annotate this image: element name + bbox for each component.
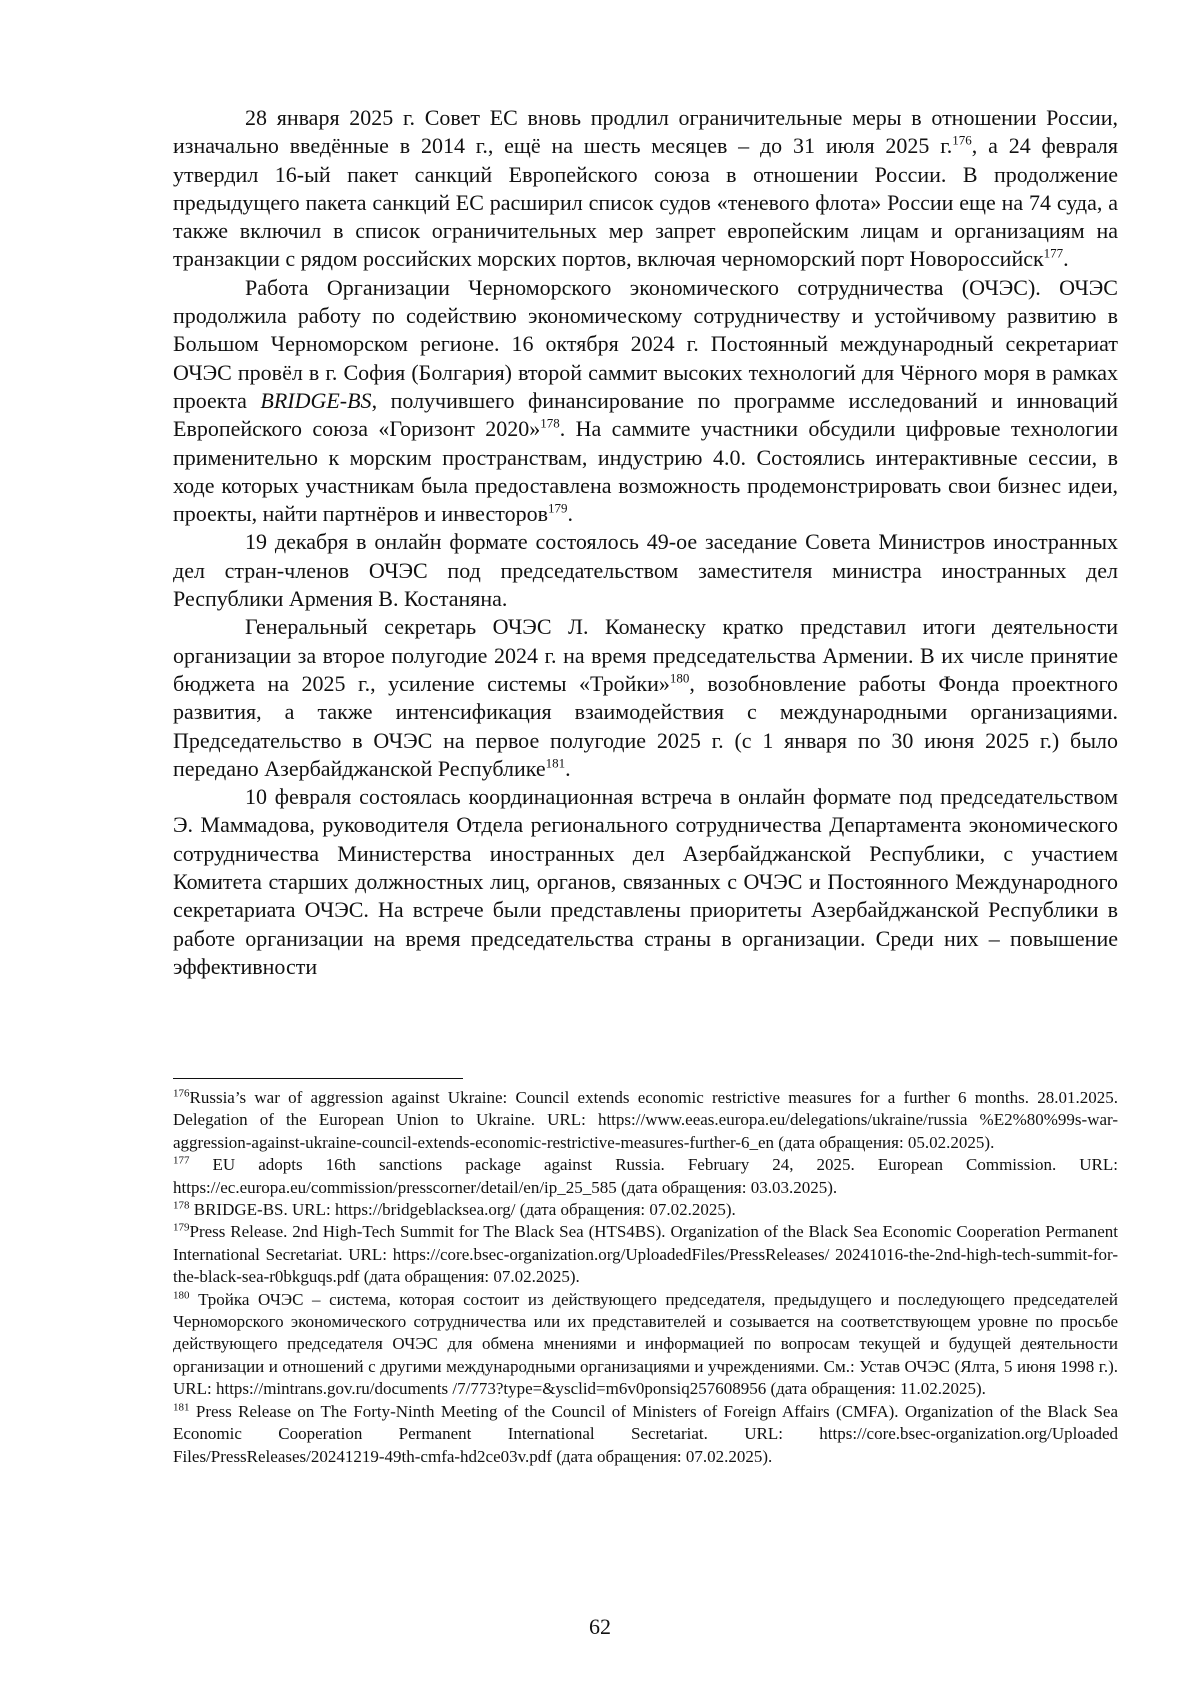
body-paragraph [173, 783, 1118, 981]
footnote-number: 176 [173, 1087, 190, 1100]
paragraph-text: 19 декабря в онлайн формате состоялось 49-ое заседание Совета Министров иностранных дел стран-членов ОЧЭС под председательством заместителя министра иностранных дел Республики Армения В. Костаняна. [173, 529, 1118, 612]
footnotes-section [173, 1078, 1118, 1468]
paragraph-text: , получившего финансирование по программе исследований и инноваций Европейского союза «Горизонт 2020» [173, 387, 1118, 442]
body-paragraph [173, 274, 1118, 529]
footnote-divider [173, 1078, 463, 1079]
project-name: BRIDGE-BS [260, 387, 372, 413]
paragraph-text: . [567, 501, 573, 527]
paragraph-text: 10 февраля состоялась координационная встреча в онлайн формате под председательством Э. Маммадова, руководителя Отдела регионального сотрудничества Департамента экономического сотрудничества Министерства иностранных дел Азербайджанской Республики, с участием Комитета старших должностных лиц, органов, связанных с ОЧЭС и Постоянного Международного секретариата ОЧЭС. На встрече были представлены приоритеты Азербайджанской Республики в работе организации на время председательства страны в организации. Среди них – повышение эффективности [173, 784, 1118, 979]
footnote-reference[interactable]: 177 [1043, 246, 1064, 262]
footnote-text: Тройка ОЧЭС – система, которая состоит из действующего председателя, предыдущего и последующего председателей Черноморского экономического сотрудничества или их представителей и созывается на соответствующем уровне по просьбе действующего председателя ОЧЭС для обмена мнениями и информацией по вопросам текущей и будущей деятельности организации и отношений с другими международными организациями и учреждениями. См.: Устав ОЧЭС (Ялта, 5 июня 1998 г.). URL: https://mintrans.gov.ru/documents /7/773?type=&ysclid=m6v0ponsiq257608956 (дата обращения: 11.02.2025). [173, 1289, 1118, 1399]
footnote-text: BRIDGE-BS. URL: https://bridgeblacksea.org/ (дата обращения: 07.02.2025). [189, 1200, 736, 1220]
footnote-number: 178 [173, 1199, 190, 1212]
footnote [173, 1401, 1118, 1468]
paragraph-text: Генеральный секретарь ОЧЭС Л. Команеску кратко представил итоги деятельности организации за второе полугодие 2024 г. на время председательства Армении. В их числе принятие бюджета на 2025 г., усиление системы «Тройки» [173, 614, 1118, 696]
footnote-reference[interactable]: 176 [952, 132, 972, 148]
footnote-text: Press Release on The Forty-Ninth Meeting of the Council of Ministers of Foreign Affairs (CMFA). Organization of the Black Sea Economic Cooperation Permanent International Secretariat. URL: https://core.bsec-organization.org/Uploaded Files/PressReleases/20241219-49th-cmfa-hd2ce03v.pdf (дата обращения: 07.02.2025). [173, 1401, 1118, 1466]
footnote-number: 181 [173, 1401, 190, 1414]
footnote-reference[interactable]: 181 [545, 755, 566, 771]
footnote-text: EU adopts 16th sanctions package against Russia. February 24, 2025. European Commission. URL: https://ec.europa.eu/commission/presscorner/detail/en/ip_25_585 (дата обращения: 03.03.2025). [173, 1155, 1118, 1197]
body-paragraph [173, 528, 1118, 613]
footnote-text: Russia’s war of aggression against Ukraine: Council extends economic restrictive measures for a further 6 months. 28.01.2025. Delegation of the European Union to Ukraine. URL: https://www.eeas.europa.eu/delegations/ukraine/russia %E2%80%99s-war-aggression-against-ukraine-council-extends-economic-restrictive-measures-further-6_en (дата обращения: 05.02.2025). [173, 1088, 1118, 1152]
paragraph-text: 28 января 2025 г. Совет ЕС вновь продлил ограничительные меры в отношении России, изначально введённые в 2014 г., ещё на шесть месяцев – до 31 июля 2025 г. [173, 105, 1118, 159]
footnote [173, 1199, 1118, 1221]
footnote-number: 177 [173, 1154, 190, 1167]
paragraph-text: . [1063, 246, 1069, 272]
footnote-reference[interactable]: 180 [669, 670, 690, 686]
paragraph-text: . [565, 755, 571, 781]
paragraph-text: , возобновление работы Фонда проектного развития, а также интенсификация взаимодействия с международными организациями. Председательство в ОЧЭС на первое полугодие 2025 г. (с 1 января по 30 июня 2025 г.) было передано Азербайджанской Республике [173, 670, 1118, 781]
main-text [173, 104, 1118, 981]
page-number: 62 [589, 1614, 611, 1639]
paragraph-text: Работа Организации Черноморского экономического сотрудничества (ОЧЭС). ОЧЭС продолжила работу по содействию экономическому сотрудничеству и устойчивому развитию в Большом Черноморском регионе. 16 октября 2024 г. Постоянный международный секретариат ОЧЭС провёл в г. София (Болгария) второй саммит высоких технологий для Чёрного моря в рамках проекта [173, 274, 1118, 413]
paragraph-text: , а 24 февраля утвердил 16-ый пакет санкций Европейского союза в отношении России. В продолжение предыдущего пакета санкций ЕС расширил список судов «теневого флота» России еще на 74 суда, а также включил в список ограничительных мер запрет европейским лицам и организациям на транзакции с рядом российских морских портов, включая черноморский порт Новороссийск [173, 133, 1118, 272]
footnote [173, 1221, 1118, 1288]
footnote [173, 1154, 1118, 1199]
footnote [173, 1289, 1118, 1401]
footnote-list [173, 1087, 1118, 1468]
footnote-number: 179 [173, 1221, 190, 1234]
footnote-reference[interactable]: 178 [540, 415, 560, 431]
footnote [173, 1087, 1118, 1154]
paragraph-text: . На саммите участники обсудили цифровые технологии применительно к морским пространствам, индустрию 4.0. Состоялись интерактивные сессии, в ходе которых участникам была предоставлена возможность продемонстрировать свои бизнес идеи, проекты, найти партнёров и инвесторов [173, 416, 1118, 527]
body-paragraph [173, 613, 1118, 783]
footnote-number: 180 [173, 1289, 190, 1301]
footnote-reference[interactable]: 179 [547, 500, 568, 516]
footnote-text: Press Release. 2nd High-Tech Summit for The Black Sea (HTS4BS). Organization of the Black Sea Economic Cooperation Permanent International Secretariat. URL: https://core.bsec-organization.org/UploadedFiles/PressReleases/ 20241016-the-2nd-high-tech-summit-for-the-black-sea-r0bkguqs.pdf (дата обращения: 07.02.2025). [173, 1222, 1118, 1287]
body-paragraph [173, 104, 1118, 274]
